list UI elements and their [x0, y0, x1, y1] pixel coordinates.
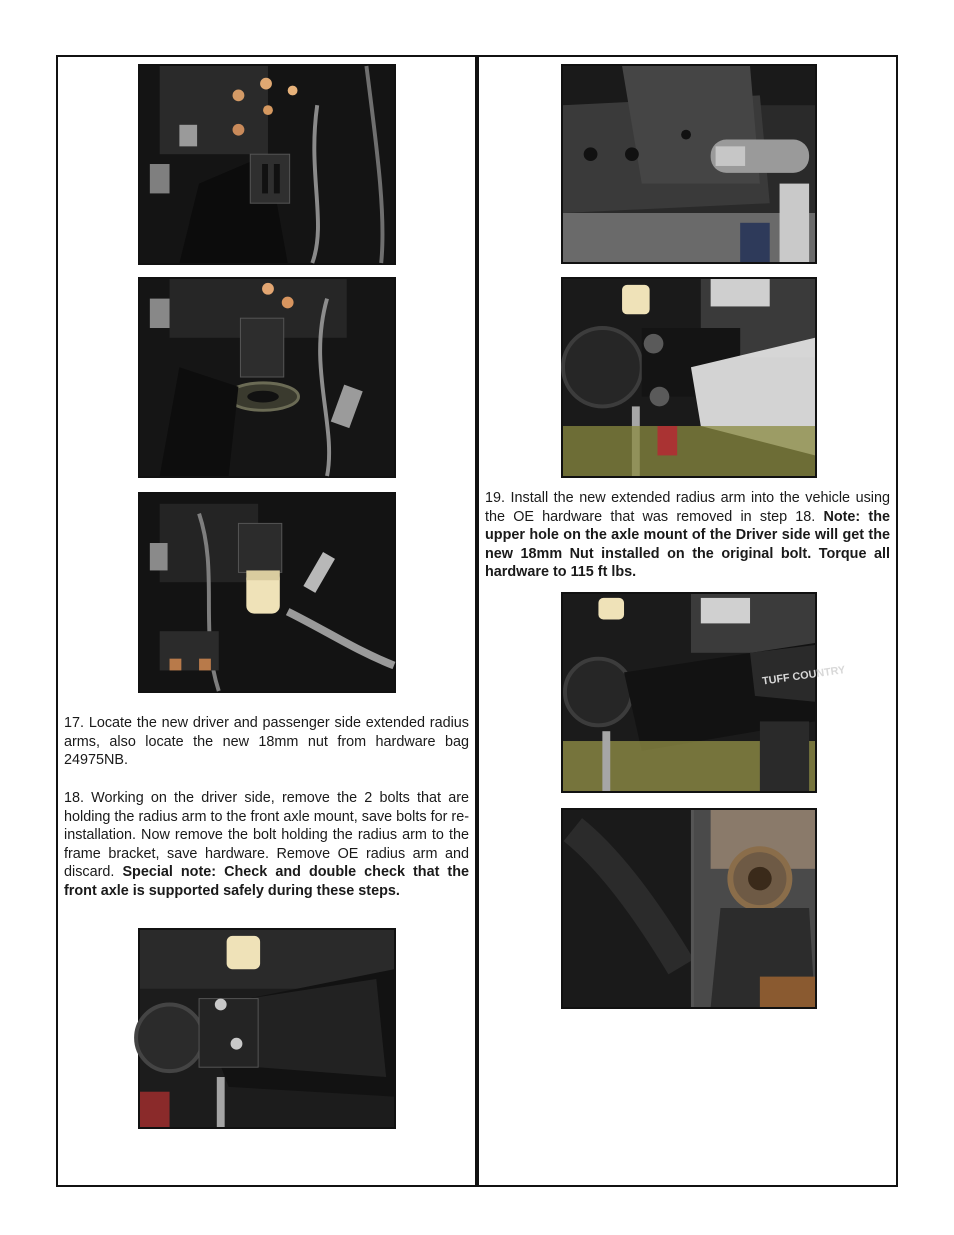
arm-logo-text: TUFF COUNTRY [761, 664, 847, 688]
photo-new-radius-arm-installed [561, 592, 847, 793]
column-divider [475, 55, 479, 1187]
photo-frame-bracket-before [138, 64, 396, 265]
photo-radius-arm-frame-bracket [561, 64, 817, 264]
photo-axle-mount-closeup [561, 808, 817, 1009]
step-18-special-note: Special note: Check and double check that the front axle is supported safely during these steps. [64, 864, 469, 899]
step-17-text: 17. Locate the new driver and passenger side extended radius arms, also locate the new 18mm nut from hardware bag 24975NB. [64, 715, 469, 769]
step-18-paragraph [64, 789, 469, 901]
photo-oe-arm-removed [561, 277, 817, 478]
photo-radius-arm-axle-mount [138, 928, 396, 1129]
step-19-paragraph [485, 489, 890, 582]
photo-bump-stop-cup [138, 277, 396, 478]
step-19-note: Note: the upper hole on the axle mount of the Driver side will get the new 18mm Nut installed on the original bolt. Torque all hardware to 115 ft lbs. [485, 508, 890, 581]
step-19-text: 19. Install the new extended radius arm into the vehicle using the OE hardware that was removed in step 18. [485, 490, 890, 525]
photo-bump-stop-installed [138, 492, 396, 693]
step-18-text: 18. Working on the driver side, remove the 2 bolts that are holding the radius arm to the front axle mount, save bolts for re-installation. Now remove the bolt holding the radius arm to the frame bracket, save hardware. Remove OE radius arm and discard. [64, 790, 469, 881]
